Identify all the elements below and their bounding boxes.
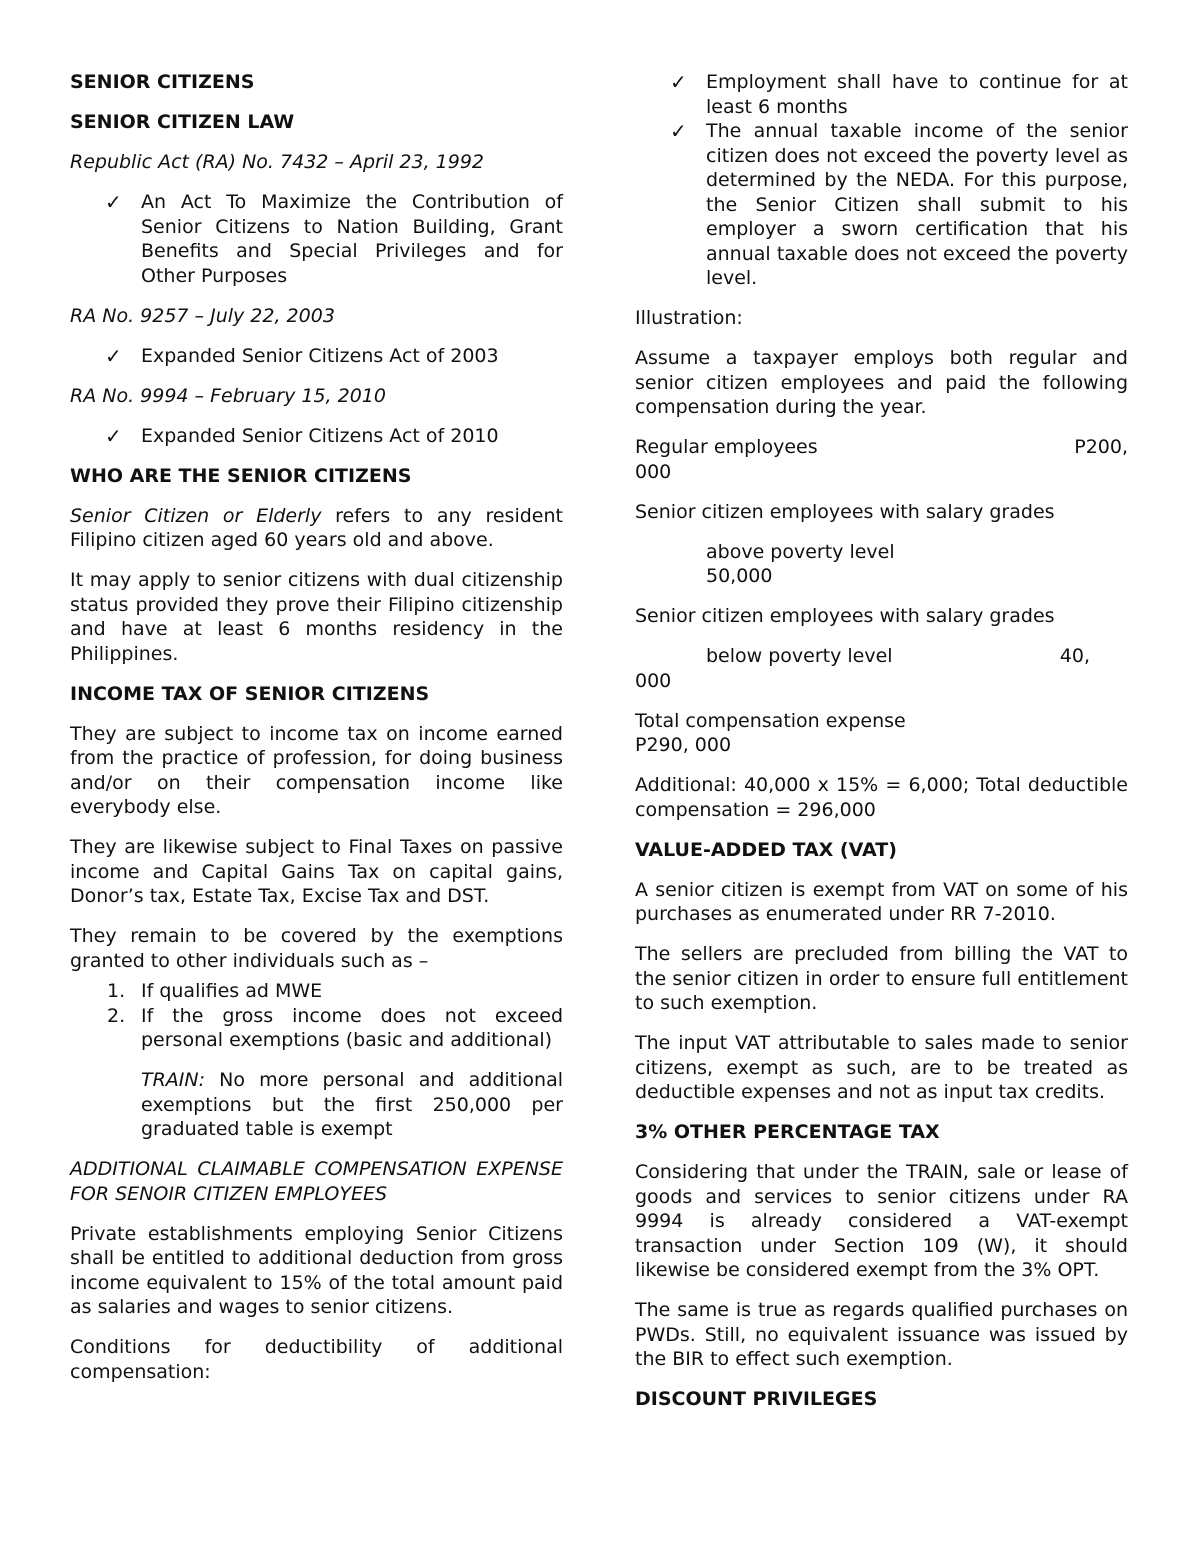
condition-1-text: Employment shall have to continue for at least 6 months [706, 71, 1128, 118]
sc-below-label: Senior citizen employees with salary grades [635, 605, 1055, 627]
sc-above-label: Senior citizen employees with salary grades [635, 500, 1055, 523]
regular-amount-b: 000 [635, 460, 672, 483]
total-amount: P290, 000 [635, 734, 732, 756]
total-row [635, 709, 1128, 758]
list-item [70, 979, 563, 1004]
sc-below-row [635, 644, 1128, 693]
list-item [70, 1004, 563, 1053]
list-item-text: If the gross income does not exceed personal exemptions (basic and additional) [141, 1004, 563, 1051]
private-establishments-paragraph: Private establishments employing Senior Citizens shall be entitled to additional deduction from gross income equivalent to 15% of the total amount paid as salaries and wages to senior citizens. [70, 1222, 563, 1318]
ra7432-title: Republic Act (RA) No. 7432 – April 23, 1992 [70, 151, 485, 173]
checkmark-icon: ✓ [670, 70, 687, 94]
right-column [635, 70, 1128, 1427]
checkmark-icon: ✓ [670, 119, 687, 143]
dual-citizenship-paragraph: It may apply to senior citizens with dual citizenship status provided they prove their Filipino citizenship and have at least 6 months residency in the Philippines. [70, 569, 563, 665]
regular-label: Regular employees [635, 436, 818, 458]
train-text: No more personal and additional exemptions but the first 250,000 per graduated table is exempt [141, 1069, 563, 1140]
sc-below-amount-a: 40, [1059, 645, 1090, 667]
sc-above-row [635, 540, 1128, 589]
checkmark-icon: ✓ [105, 343, 122, 368]
income-paragraph-1: They are subject to income tax on income earned from the practice of profession, for doing business and/or on their compensation income like everybody else. [70, 722, 563, 818]
sc-above-amount: 50,000 [706, 565, 773, 587]
ra9994-title: RA No. 9994 – February 15, 2010 [70, 384, 386, 407]
list-item-text: If qualifies ad MWE [141, 980, 323, 1002]
opt-heading: 3% OTHER PERCENTAGE TAX [635, 1121, 940, 1143]
discount-heading: DISCOUNT PRIVILEGES [635, 1388, 878, 1410]
who-term: Senior Citizen or Elderly [70, 504, 322, 527]
ra9257-item [70, 344, 563, 369]
regular-employees-row [635, 435, 1128, 484]
income-heading: INCOME TAX OF SENIOR CITIZENS [70, 682, 430, 705]
ra7432-item [70, 190, 563, 288]
vat-paragraph-3: The input VAT attributable to sales made to senior citizens, exempt as such, are to be treated as deductible expenses and not as input tax credits. [635, 1032, 1128, 1103]
ra9257-title: RA No. 9257 – July 22, 2003 [70, 304, 335, 327]
condition-item-1 [635, 70, 1128, 119]
vat-paragraph-1: A senior citizen is exempt from VAT on some of his purchases as enumerated under RR 7-2010. [635, 878, 1128, 925]
additional-computation: Additional: 40,000 x 15% = 6,000; Total deductible compensation = 296,000 [635, 774, 1128, 821]
income-paragraph-2: They are likewise subject to Final Taxes on passive income and Capital Gains Tax on capital gains, Donor’s tax, Estate Tax, Excise Tax and DST. [70, 836, 563, 907]
document-title: SENIOR CITIZENS [70, 71, 255, 93]
left-column [70, 70, 563, 1400]
who-heading: WHO ARE THE SENIOR CITIZENS [70, 464, 412, 487]
sc-below-sub: below poverty level [706, 645, 893, 667]
who-def-text: refers to any resident Filipino citizen aged 60 years old and above. [70, 504, 563, 551]
vat-paragraph-2: The sellers are precluded from billing the VAT to the senior citizen in order to ensure full entitlement to such exemption. [635, 943, 1128, 1014]
conditions-paragraph: Conditions for deductibility of additional compensation: [70, 1336, 563, 1383]
regular-amount-a: P200, [1074, 436, 1128, 458]
list-number: 2. [107, 1004, 126, 1027]
opt-paragraph-2: The same is true as regards qualified purchases on PWDs. Still, no equivalent issuance was issued by the BIR to effect such exemption. [635, 1299, 1128, 1370]
condition-item-2 [635, 119, 1128, 291]
ra7432-item-text: An Act To Maximize the Contribution of Senior Citizens to Nation Building, Grant Benefits and Special Privileges and for Other Purposes [141, 191, 563, 287]
total-label: Total compensation expense [635, 709, 906, 732]
ra9994-item-text: Expanded Senior Citizens Act of 2010 [141, 424, 499, 447]
checkmark-icon: ✓ [105, 423, 122, 448]
assume-paragraph: Assume a taxpayer employs both regular and senior citizen employees and paid the following compensation during the year. [635, 347, 1128, 418]
who-definition [70, 504, 563, 553]
illustration-label: Illustration: [635, 307, 743, 329]
additional-heading: ADDITIONAL CLAIMABLE COMPENSATION EXPENSE FOR SENOIR CITIZEN EMPLOYEES [70, 1158, 563, 1205]
opt-paragraph-1: Considering that under the TRAIN, sale or lease of goods and services to senior citizens under RA 9994 is already considered a VAT-exempt transaction under Section 109 (W), it should likewise be considered exempt from the 3% OPT. [635, 1161, 1128, 1281]
income-paragraph-3: They remain to be covered by the exemptions granted to other individuals such as – [70, 925, 563, 972]
sc-below-amount-b: 000 [635, 669, 672, 692]
train-note [70, 1068, 563, 1142]
sc-above-sub: above poverty level [706, 540, 895, 563]
vat-heading: VALUE-ADDED TAX (VAT) [635, 838, 897, 861]
law-heading: SENIOR CITIZEN LAW [70, 111, 295, 133]
condition-2-text: The annual taxable income of the senior citizen does not exceed the poverty level as determined by the NEDA. For this purpose, the Senior Citizen shall submit to his employer a sworn certification that his annual taxable does not exceed the poverty level. [706, 120, 1128, 289]
train-label: TRAIN: [141, 1069, 206, 1091]
list-number: 1. [107, 980, 126, 1002]
checkmark-icon: ✓ [105, 190, 122, 214]
ra9257-item-text: Expanded Senior Citizens Act of 2003 [141, 344, 499, 367]
ra9994-item [70, 424, 563, 449]
